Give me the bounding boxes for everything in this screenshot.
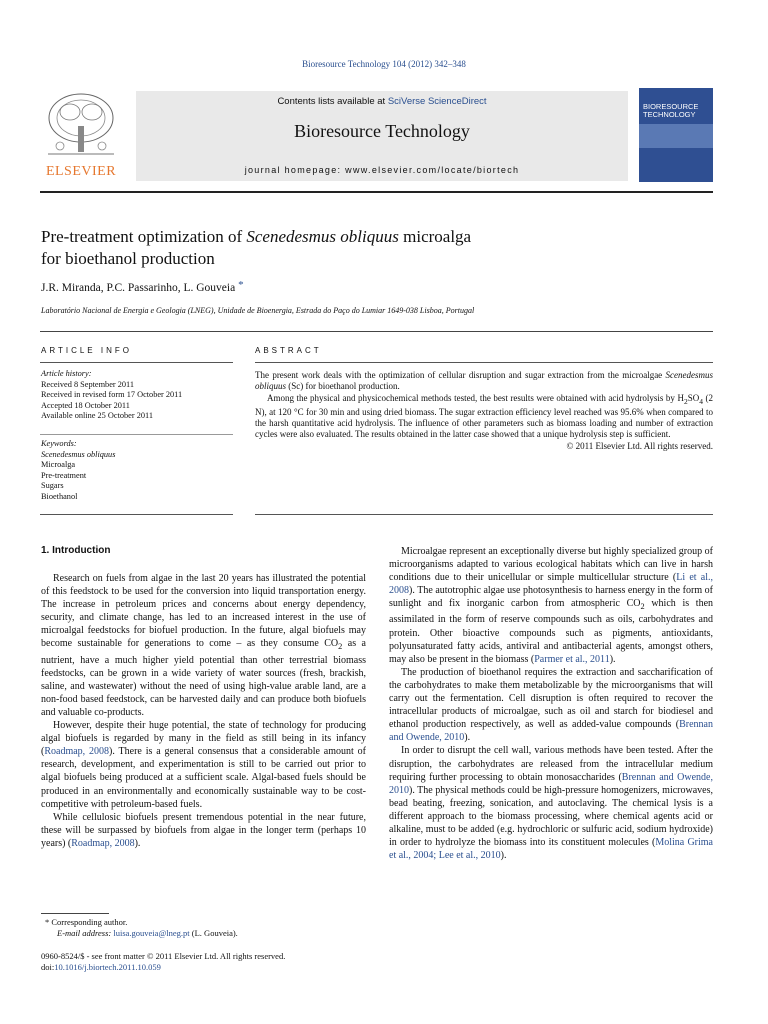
footnote: * Corresponding author. E-mail address: luisa.gouveia@lneg.pt (L. Gouveia). [45,917,238,938]
corresponding-author-mark[interactable]: * [238,279,244,291]
title-rule [40,331,713,332]
ref-brennan-2010[interactable]: Brennan and Owende, 2010 [389,719,713,744]
section-heading-introduction: 1. Introduction [41,545,111,556]
abstract-copyright: © 2011 Elsevier Ltd. All rights reserved. [566,440,713,451]
affiliation: Laboratório Nacional de Energia e Geologia (LNEG), Unidade de Bioenergia, Estrada do Paço do Lumiar 1649-038 Lisboa, Portugal [41,306,475,315]
sciencedirect-link[interactable]: SciVerse ScienceDirect [387,96,487,107]
ref-roadmap-2008[interactable]: Roadmap, 2008 [71,837,135,849]
abstract-bottom-rule [255,514,713,515]
abstract-heading: ABSTRACT [255,346,322,355]
ref-molina-lee[interactable]: Molina Grima et al., 2004; Lee et al., 2010 [389,837,713,862]
journal-cover-image[interactable] [639,88,713,182]
elsevier-logo[interactable] [40,90,122,180]
journal-homepage[interactable]: journal homepage: www.elsevier.com/locate/biortech [244,165,520,175]
ref-brennan-2010[interactable]: Brennan and Owende, 2010 [389,771,713,796]
left-column-text: Research on fuels from algae in the last 20 years has illustrated the potential of this feedstock to be used for the conversion into liquid transportation energy. The increase in petroleum prices and concerns about energy dependency, security, and climate change, has led to an increased interest in the use of microalgal feedstocks for biofuel production. In the future, algal biofuels may become sustainable for generations to come – as they consume $CO_2$ as a nutrient, have a much higher yield potential than other terrestrial biomass feedstocks, can be grown in a wide variety of water sources (fresh, brackish, saline, and wastewater) without the need of using high-value arable land, are a non-food based feedstock, can be harvested daily and can produce both biofuels and valuable co-products. However, despite their huge potential, the state of technology for producing algal biofuels is regarded by many in the field as still being in its infancy (Roadmap, 2008). There is a general consensus that a considerable amount of research, development, and experimentation is still to be carried out prior to algal biofuels being produced at a sufficient scale. Algal-based fuels should be produced in an environmentally and economically sustainable way to be cost-competitive with petroleum-based fuels. While cellulosic biofuels present tremendous potential in the near future, these will be surpassed by biofuels from algae in the longer term (perhaps 10 years) (Roadmap, 2008). [41,573,366,849]
author-list: J.R. Miranda, P.C. Passarinho, L. Gouveia * [41,279,244,294]
journal-title: Bioresource Technology [294,121,470,141]
article-info-heading: ARTICLE INFO [41,346,132,355]
author-email-link[interactable]: luisa.gouveia@lneg.pt [113,928,190,938]
abstract-text: The present work deals with the optimization of cellular disruption and sugar extraction from the microalgae Scenedesmus obliquus (Sc) for bioethanol production. Among the physical and physicochemical methods tested, the best results were obtained with acid hydrolysis by $H_2SO_4$ (2 N), at 120 °C for 30 min and using dried biomass. The sugar extraction efficiency level reached was 95.6% when compared to the harsh quantitative acid hydrolysis. The influence of other parameters such as biomass loading and number of extraction cycles were also evaluated. The results obtained in the latter case showed that a unique hydrolysis step is sufficient. © 2011 Elsevier Ltd. All rights reserved. [255,370,713,451]
article-title: Pre-treatment optimization of Scenedesmus obliquus microalga for bioethanol production [41,227,472,268]
ref-roadmap-2008[interactable]: Roadmap, 2008 [44,746,110,758]
contents-line: Contents lists available at SciVerse ScienceDirect [277,96,487,107]
header-rule [40,191,713,193]
abstract-rule [255,362,713,363]
journal-citation[interactable]: Bioresource Technology 104 (2012) 342–348 [302,59,466,69]
right-column-text: Microalgae represent an exceptionally diverse but highly specialized group of microorganisms adapted to various ecological habitats which can live in harsh conditions due to their unicellular or simple multicellular structure (Li et al., 2008). The autotrophic algae use photosynthesis to harness energy in the form of sunlight and fix inorganic carbon from atmospheric $CO_2$ which is then assimilated in the form of reserve compounds such as oils, carbohydrates and protein. Other bioactive compounds such as pigments, antioxidants, polyunsaturated fatty acids, antiviral and antibacterial agents, amongst others, may also be present in the biomass (Parmer et al., 2011). The production of bioethanol requires the extraction and saccharification of the carbohydrates to make them metabolizable by the microorganisms that will carry out the fermentation. Cell disruption is often required to recover the intracellular products of microalgae, such as oil and starch for biodiesel and ethanol production respectively, as well as added-value compounds (Brennan and Owende, 2010). In order to disrupt the cell wall, various methods have been tested. After the disruption, the carbohydrates are released from the intracellular medium requiring further processing to obtain monosaccharides (Brennan and Owende, 2010). The physical methods could be high-pressure homogenizers, microwaves, bead beating, freezing, sonication, and autoclaving. The chemical lysis is a different approach to the biomass processing, where chemical agents acid or alkaline, must to be added (e.g. hydrochloric or sulfuric acid, sodium hydroxide) in order to hydrolyze the biomass into its constituent molecules (Molina Grima et al., 2004; Lee et al., 2010). [389,546,714,862]
keywords: Keywords: Scenedesmus obliquus Microalga Pre-treatment Sugars Bioethanol [41,439,116,501]
footnote-rule [41,913,109,914]
publisher-name: ELSEVIER [45,164,117,179]
doi-link[interactable]: 10.1016/j.biortech.2011.10.059 [54,962,161,972]
article-history: Article history: Received 8 September 2011 Received in revised form 17 October 2011 Accepted 18 October 2011 Available online 25 October 2011 [41,369,183,420]
cover-band [639,124,713,148]
ref-li-2008[interactable]: Li et al., 2008 [389,572,713,597]
journal-header [136,91,628,181]
info-bottom-rule [40,514,233,515]
ref-parmer-2011[interactable]: Parmer et al., 2011 [534,653,610,665]
page-footer: 0960-8524/$ - see front matter © 2011 Elsevier Ltd. All rights reserved. doi:10.1016/j.biortech.2011.10.059 [41,951,286,972]
keywords-rule [40,434,233,435]
cover-title: BIORESOURCE TECHNOLOGY [643,102,699,119]
elsevier-tree-icon [40,90,122,162]
info-rule [40,362,233,363]
